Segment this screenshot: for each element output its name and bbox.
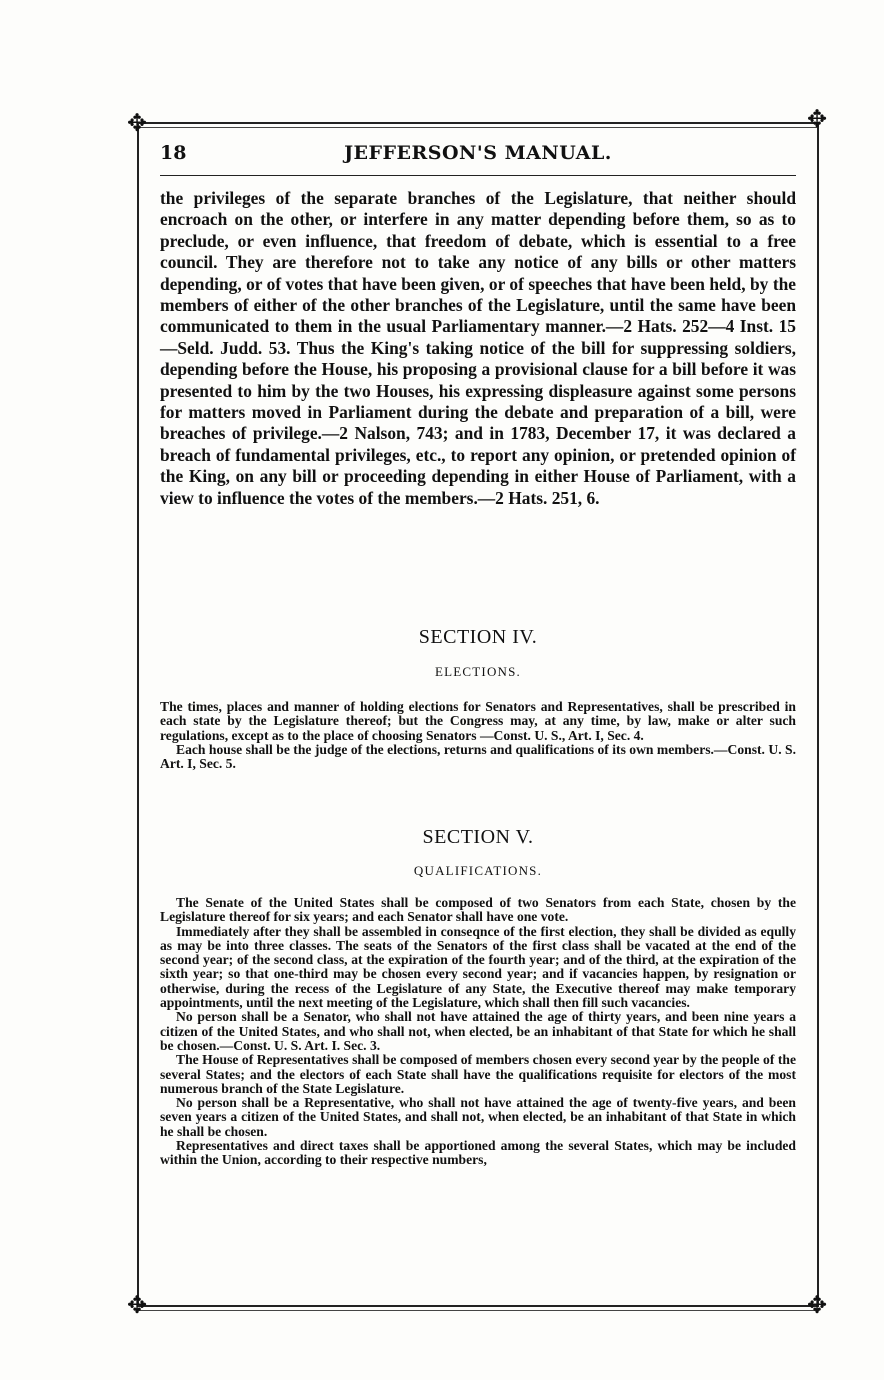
section-4-title: SECTION IV. [418, 626, 538, 648]
border-right-rule [817, 122, 819, 1305]
section-5-paragraph: No person shall be a Representative, who shall not have attained the age of twenty-five years, and been seven years a citizen of the United States, and shall not, when elected, be an inhabitant of that State in which he shall be chosen. [160, 1095, 796, 1139]
running-head: JEFFERSON'S MANUAL. [344, 142, 612, 164]
section-4-paragraph: Each house shall be the judge of the elections, returns and qualifications of its own members.—Const. U. S. Art. I, Sec. 5. [160, 741, 796, 772]
page-number: 18 [160, 142, 187, 164]
border-bottom-rule [137, 1305, 819, 1307]
border-left-rule [137, 122, 139, 1305]
page-header [160, 142, 796, 174]
section-5-paragraph: The Senate of the United States shall be composed of two Senators from each State, chosen by the Legislature thereof for six years; and each Senator shall have one vote. [160, 895, 796, 925]
section-4-text [160, 700, 796, 771]
section-4-subtitle: ELECTIONS. [434, 664, 522, 679]
ornamental-corner-icon: ✥ [806, 105, 828, 133]
ornamental-corner-icon: ✥ [126, 1291, 148, 1319]
header-rule [160, 175, 796, 176]
section-4-paragraph: The times, places and manner of holding elections for Senators and Representatives, shall be prescribed in each state by the Legislature thereof; but the Congress may, at any time, by law, make or alter such regulations, except as to the place of choosing Senators —Const. U. S., Art. I, Sec. 4. [160, 699, 796, 743]
section-5-paragraph: Representatives and direct taxes shall be apportioned among the several States, which may be included within the Union, according to their respective numbers, [160, 1138, 796, 1168]
ornamental-corner-icon: ✥ [126, 109, 148, 137]
section-5-subtitle: QUALIFICATIONS. [413, 863, 543, 878]
section-5-text [160, 896, 796, 1168]
section-5-paragraph: The House of Representatives shall be composed of members chosen every second year by the people of the several States; and the electors of each State shall have the qualifications requisite for electors of the most numerous branch of the State Legislature. [160, 1052, 796, 1096]
section-5-paragraph: No person shall be a Senator, who shall not have attained the age of thirty years, and been nine years a citizen of the United States, and who shall not, when elected, be an inhabitant of that State for which he shall be chosen.—Const. U. S. Art. I. Sec. 3. [160, 1009, 796, 1053]
body-paragraph: the privileges of the separate branches of the Legislature, that neither should encroach on the other, or interfere in any matter depending before them, so as to preclude, or even influence, that freedom of debate, which is essential to a free council. They are therefore not to take any notice of any bills or other matters depending, or of votes that have been given, or of speeches that have been held, by the members of either of the other branches of the Legislature, until the same have been communicated to them in the usual Parliamentary manner.—2 Hats. 252—4 Inst. 15—Seld. Judd. 53. Thus the King's taking notice of the bill for suppressing soldiers, depending before the House, his proposing a provisional clause for a bill before it was presented to him by the two Houses, his expressing displeasure against some persons for matters moved in Parliament during the debate and preparation of a bill, were breaches of privilege.—2 Nalson, 743; and in 1783, December 17, it was declared a breach of fundamental privileges, etc., to report any opinion, or pretended opinion of the King, on any bill or proceeding depending in either House of Parliament, with a view to influence the votes of the members.—2 Hats. 251, 6. [160, 188, 796, 508]
section-5-title: SECTION V. [422, 826, 534, 848]
ornamental-corner-icon: ✥ [806, 1291, 828, 1319]
border-top-rule [137, 122, 819, 124]
section-5-paragraph: Immediately after they shall be assembled in conseqnce of the first election, they shall be divided as eqully as may be into three classes. The seats of the Senators of the first class shall be vacated at the end of the second year; of the second class, at the expiration of the fourth year; and of the third, at the expiration of the sixth year; so that one-third may be chosen every second year; and if vacancies happen, by resignation or otherwise, during the recess of the Legislature of any State, the Executive thereof may make temporary appointments, until the next meeting of the Legislature, which shall then fill such vacancies. [160, 923, 796, 1011]
